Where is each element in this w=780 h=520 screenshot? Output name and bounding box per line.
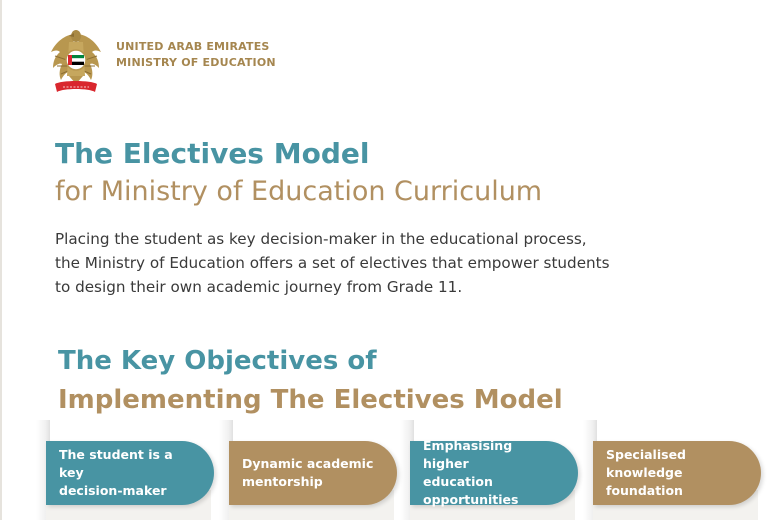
page-edge bbox=[0, 0, 2, 520]
objective-label-box bbox=[46, 441, 214, 505]
uae-emblem-falcon-icon bbox=[49, 26, 103, 96]
objective-label-box bbox=[593, 441, 761, 505]
page-title: The Electives Model bbox=[55, 137, 370, 170]
country-name: UNITED ARAB EMIRATES bbox=[116, 40, 270, 53]
objective-card-4 bbox=[593, 420, 773, 520]
objective-label-box bbox=[229, 441, 397, 505]
intro-line: the Ministry of Education offers a set of electives that empower students bbox=[55, 254, 610, 272]
intro-paragraph bbox=[55, 227, 655, 299]
objective-card-2 bbox=[229, 420, 409, 520]
objective-label: The student is a key decision-maker bbox=[59, 447, 173, 498]
ministry-label: MINISTRY OF EDUCATION bbox=[116, 56, 276, 69]
objective-card-1 bbox=[46, 420, 226, 520]
objective-label: Specialised knowledge foundation bbox=[606, 447, 686, 498]
objective-label: Dynamic academic mentorship bbox=[242, 456, 374, 489]
intro-line: to design their own academic journey from Grade 11. bbox=[55, 278, 463, 296]
ministry-name bbox=[116, 39, 376, 71]
objective-label-box bbox=[410, 438, 578, 507]
intro-line: Placing the student as key decision-maker in the educational process, bbox=[55, 230, 587, 248]
objectives-heading-line2: Implementing The Electives Model bbox=[58, 385, 563, 415]
objectives-heading-line1: The Key Objectives of bbox=[58, 346, 377, 376]
objective-card-3 bbox=[410, 420, 590, 520]
page-subtitle: for Ministry of Education Curriculum bbox=[55, 176, 543, 207]
objective-label: Emphasising higher education opportunities bbox=[423, 438, 519, 507]
